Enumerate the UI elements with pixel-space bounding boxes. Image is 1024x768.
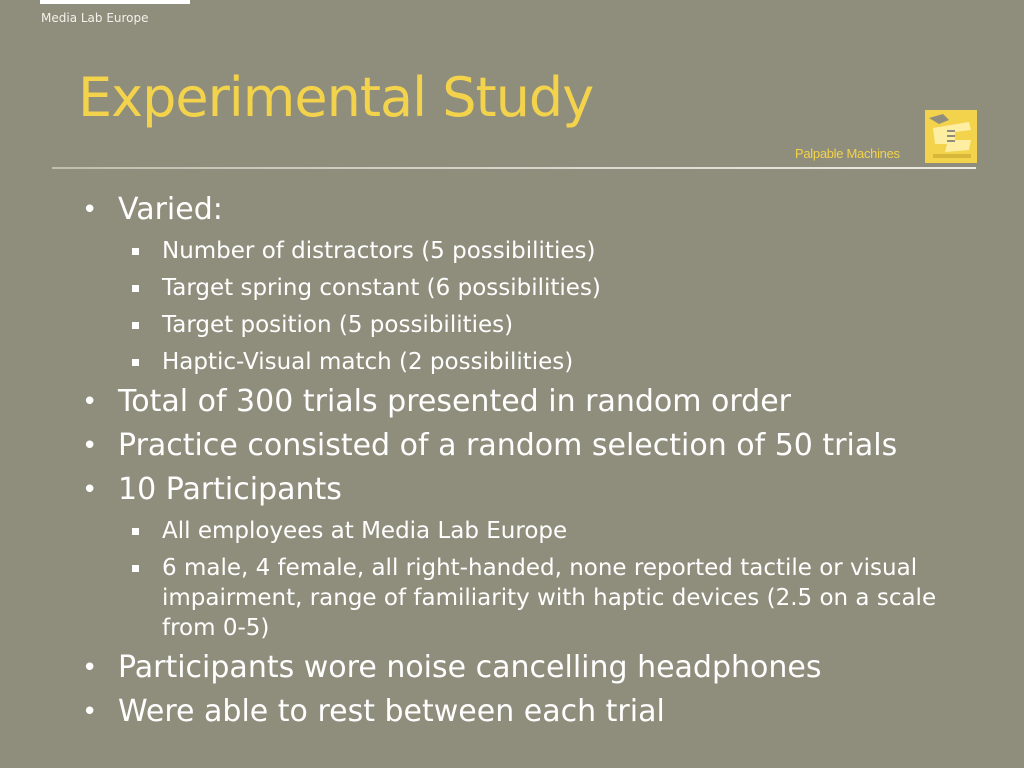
bullet-item <box>80 384 980 420</box>
bullet-text: Were able to rest between each trial <box>118 694 665 729</box>
sub-bullet-text: All employees at Media Lab Europe <box>162 518 568 544</box>
bullet-list <box>80 192 980 738</box>
top-bar-accent <box>40 0 190 4</box>
sub-bullet-text: Number of distractors (5 possibilities) <box>162 238 596 264</box>
square-bullet-icon <box>132 322 139 329</box>
bullet-text: 10 Participants <box>118 472 342 507</box>
bullet-item <box>80 192 980 228</box>
sub-bullet-item <box>80 347 980 377</box>
square-bullet-icon <box>132 285 139 292</box>
sub-bullet-item <box>80 236 980 266</box>
square-bullet-icon <box>132 528 139 535</box>
bullet-text: Varied: <box>118 192 223 227</box>
sub-bullet-item <box>80 516 980 546</box>
bullet-text: Total of 300 trials presented in random order <box>118 384 792 419</box>
logo-text: Palpable Machines <box>795 146 900 161</box>
bullet-dot-icon: • <box>82 431 98 461</box>
title-divider <box>52 167 976 169</box>
bullet-dot-icon: • <box>82 475 98 505</box>
bullet-text: Practice consisted of a random selection of 50 trials <box>118 428 898 463</box>
sub-bullet-item <box>80 553 962 643</box>
bullet-dot-icon: • <box>82 387 98 417</box>
sub-bullet-text: Target position (5 possibilities) <box>162 312 514 338</box>
bullet-item <box>80 428 980 464</box>
brand-label: Media Lab Europe <box>41 11 149 25</box>
palpable-machines-logo-icon <box>925 110 977 163</box>
square-bullet-icon <box>132 248 139 255</box>
sub-bullet-item <box>80 310 980 340</box>
bullet-item <box>80 650 980 686</box>
bullet-dot-icon: • <box>82 195 98 225</box>
sub-bullet-text: Haptic-Visual match (2 possibilities) <box>162 349 574 375</box>
slide-title: Experimental Study <box>78 66 594 129</box>
square-bullet-icon <box>132 359 139 366</box>
sub-bullet-text: Target spring constant (6 possibilities) <box>162 275 601 301</box>
square-bullet-icon <box>132 565 139 572</box>
bullet-text: Participants wore noise cancelling headphones <box>118 650 822 685</box>
sub-bullet-item <box>80 273 980 303</box>
sub-bullet-text: 6 male, 4 female, all right-handed, none reported tactile or visual impairment, range of familiarity with haptic devices (2.5 on a scale from 0-5) <box>162 555 937 641</box>
bullet-item <box>80 694 980 730</box>
bullet-item <box>80 472 980 508</box>
bullet-dot-icon: • <box>82 697 98 727</box>
bullet-dot-icon: • <box>82 653 98 683</box>
